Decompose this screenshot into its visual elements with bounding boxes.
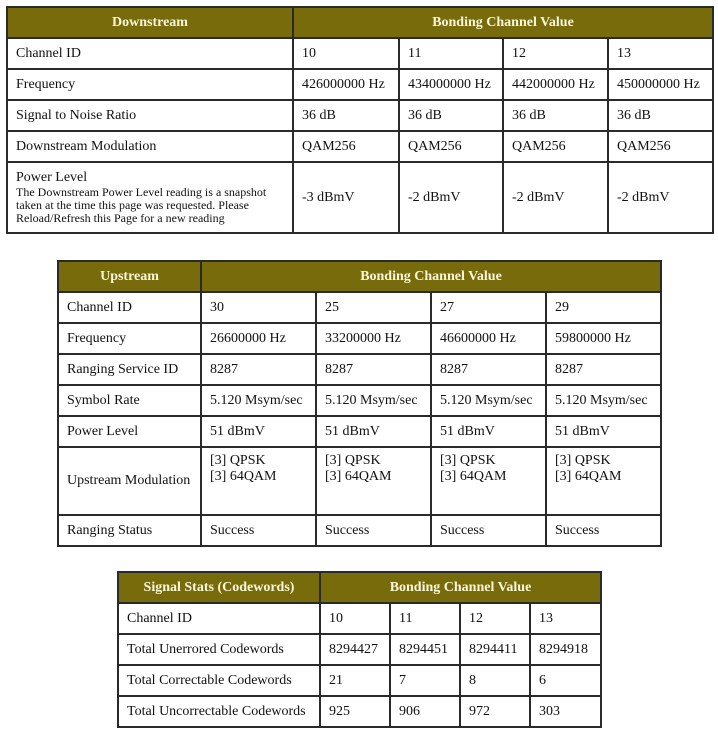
row-label: Ranging Status bbox=[58, 515, 201, 546]
cell-value: 442000000 Hz bbox=[503, 69, 608, 100]
row-label: Channel ID bbox=[118, 603, 320, 634]
cell-value: 8287 bbox=[546, 354, 661, 385]
cell-value: 8294411 bbox=[460, 634, 530, 665]
cell-value: QAM256 bbox=[503, 131, 608, 162]
table-row bbox=[58, 447, 661, 515]
table-row bbox=[118, 665, 601, 696]
table-row bbox=[58, 354, 661, 385]
cell-value: 12 bbox=[460, 603, 530, 634]
table-row bbox=[118, 696, 601, 727]
cell-value: 13 bbox=[608, 38, 713, 69]
row-label: Total Unerrored Codewords bbox=[118, 634, 320, 665]
cell-value: 36 dB bbox=[608, 100, 713, 131]
row-label: Symbol Rate bbox=[58, 385, 201, 416]
table-row bbox=[7, 38, 713, 69]
cell-value: 10 bbox=[320, 603, 390, 634]
power-level-label: Power Level bbox=[16, 170, 88, 185]
cell-value: 36 dB bbox=[293, 100, 399, 131]
cell-value: 8294427 bbox=[320, 634, 390, 665]
table-row bbox=[7, 162, 713, 233]
modulation-line: [3] QPSK bbox=[555, 453, 611, 468]
row-label: Signal to Noise Ratio bbox=[7, 100, 293, 131]
cell-value: 13 bbox=[530, 603, 601, 634]
row-label: Channel ID bbox=[7, 38, 293, 69]
table-row bbox=[7, 100, 713, 131]
cell-value: 51 dBmV bbox=[546, 416, 661, 447]
cell-value: 46600000 Hz bbox=[431, 323, 546, 354]
downstream-header: Downstream bbox=[7, 7, 293, 38]
table-header-row bbox=[118, 572, 601, 603]
cell-value: -2 dBmV bbox=[399, 162, 503, 233]
cell-value: 434000000 Hz bbox=[399, 69, 503, 100]
cell-value: 29 bbox=[546, 292, 661, 323]
modulation-line: [3] 64QAM bbox=[555, 469, 622, 484]
cell-value: 10 bbox=[293, 38, 399, 69]
cell-value bbox=[201, 447, 316, 515]
row-label: Frequency bbox=[7, 69, 293, 100]
table-row bbox=[7, 69, 713, 100]
cell-value: 450000000 Hz bbox=[608, 69, 713, 100]
cell-value: 59800000 Hz bbox=[546, 323, 661, 354]
cell-value: 5.120 Msym/sec bbox=[431, 385, 546, 416]
table-row bbox=[58, 416, 661, 447]
cell-value: QAM256 bbox=[293, 131, 399, 162]
cell-value: 21 bbox=[320, 665, 390, 696]
cell-value: 8 bbox=[460, 665, 530, 696]
table-row bbox=[118, 603, 601, 634]
cell-value: 51 dBmV bbox=[431, 416, 546, 447]
modulation-line: [3] 64QAM bbox=[325, 469, 392, 484]
modulation-line: [3] QPSK bbox=[210, 453, 266, 468]
cell-value: 36 dB bbox=[503, 100, 608, 131]
cell-value: 30 bbox=[201, 292, 316, 323]
row-label: Downstream Modulation bbox=[7, 131, 293, 162]
row-label: Upstream Modulation bbox=[58, 447, 201, 515]
signal-stats-header: Signal Stats (Codewords) bbox=[118, 572, 320, 603]
cell-value: 5.120 Msym/sec bbox=[546, 385, 661, 416]
cell-value: 33200000 Hz bbox=[316, 323, 431, 354]
cell-value: 6 bbox=[530, 665, 601, 696]
modulation-line: [3] 64QAM bbox=[210, 469, 277, 484]
cell-value: 7 bbox=[390, 665, 460, 696]
table-row bbox=[58, 515, 661, 546]
cell-value: 925 bbox=[320, 696, 390, 727]
status-badge: Success bbox=[201, 515, 316, 546]
upstream-header: Upstream bbox=[58, 261, 201, 292]
cell-value: 51 dBmV bbox=[316, 416, 431, 447]
cell-value: 8287 bbox=[201, 354, 316, 385]
cell-value: 426000000 Hz bbox=[293, 69, 399, 100]
cell-value: -2 dBmV bbox=[608, 162, 713, 233]
cell-value: 25 bbox=[316, 292, 431, 323]
upstream-table bbox=[57, 260, 662, 547]
cell-value: 11 bbox=[390, 603, 460, 634]
status-badge: Success bbox=[316, 515, 431, 546]
cell-value: 12 bbox=[503, 38, 608, 69]
row-label: Total Uncorrectable Codewords bbox=[118, 696, 320, 727]
bonding-channel-value-header: Bonding Channel Value bbox=[320, 572, 601, 603]
power-level-note: The Downstream Power Level reading is a snapshot taken at the time this page was requested. Please Reload/Refresh this Page for a new reading bbox=[16, 185, 267, 225]
cell-value: 8294451 bbox=[390, 634, 460, 665]
row-label: Frequency bbox=[58, 323, 201, 354]
row-label bbox=[7, 162, 293, 233]
table-row bbox=[58, 385, 661, 416]
table-row bbox=[7, 131, 713, 162]
table-row bbox=[58, 292, 661, 323]
cell-value: 51 dBmV bbox=[201, 416, 316, 447]
table-header-row bbox=[7, 7, 713, 38]
row-label: Total Correctable Codewords bbox=[118, 665, 320, 696]
cell-value: 972 bbox=[460, 696, 530, 727]
cell-value: 5.120 Msym/sec bbox=[201, 385, 316, 416]
cell-value: 906 bbox=[390, 696, 460, 727]
cell-value: 11 bbox=[399, 38, 503, 69]
status-badge: Success bbox=[431, 515, 546, 546]
cell-value: 8287 bbox=[316, 354, 431, 385]
cell-value bbox=[316, 447, 431, 515]
cell-value: 303 bbox=[530, 696, 601, 727]
cell-value: -2 dBmV bbox=[503, 162, 608, 233]
cell-value bbox=[546, 447, 661, 515]
modulation-line: [3] QPSK bbox=[325, 453, 381, 468]
cell-value: 8287 bbox=[431, 354, 546, 385]
row-label: Power Level bbox=[58, 416, 201, 447]
table-row bbox=[118, 634, 601, 665]
cell-value: 36 dB bbox=[399, 100, 503, 131]
row-label: Ranging Service ID bbox=[58, 354, 201, 385]
table-header-row bbox=[58, 261, 661, 292]
cell-value: QAM256 bbox=[399, 131, 503, 162]
row-label: Channel ID bbox=[58, 292, 201, 323]
codewords-table bbox=[117, 571, 602, 728]
cell-value: 27 bbox=[431, 292, 546, 323]
bonding-channel-value-header: Bonding Channel Value bbox=[293, 7, 713, 38]
modulation-line: [3] 64QAM bbox=[440, 469, 507, 484]
downstream-table bbox=[6, 6, 714, 234]
table-row bbox=[58, 323, 661, 354]
status-badge: Success bbox=[546, 515, 661, 546]
modulation-line: [3] QPSK bbox=[440, 453, 496, 468]
bonding-channel-value-header: Bonding Channel Value bbox=[201, 261, 661, 292]
cell-value: 26600000 Hz bbox=[201, 323, 316, 354]
cell-value: -3 dBmV bbox=[293, 162, 399, 233]
cell-value: QAM256 bbox=[608, 131, 713, 162]
cell-value bbox=[431, 447, 546, 515]
cell-value: 8294918 bbox=[530, 634, 601, 665]
cell-value: 5.120 Msym/sec bbox=[316, 385, 431, 416]
